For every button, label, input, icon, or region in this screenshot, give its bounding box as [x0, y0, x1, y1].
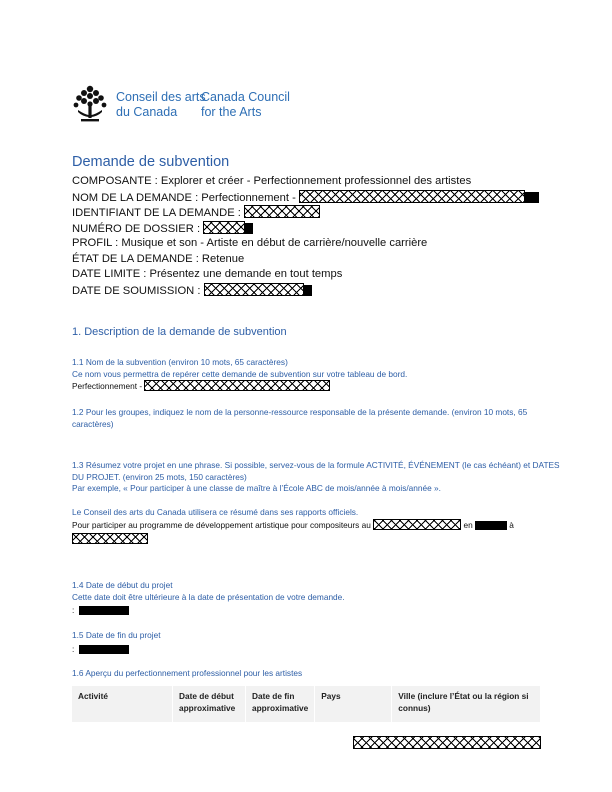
redacted-end-month [72, 533, 148, 544]
q11-answer-line [72, 380, 407, 393]
soumission-line [72, 283, 539, 299]
question-1-5 [72, 630, 161, 655]
question-1-1 [72, 357, 407, 393]
q13-answer-line2 [72, 533, 514, 546]
question-1-2 [72, 407, 527, 430]
redacted-end-date [79, 645, 129, 654]
identifiant-line [72, 205, 539, 221]
logo-en-line1: Canada Council [201, 90, 290, 104]
redacted-block [304, 285, 312, 296]
redacted-block [245, 223, 253, 234]
redacted-name [299, 190, 525, 203]
q13-answer-a: Pour participer au programme de développement artistique pour compositeurs au [72, 519, 374, 530]
section-1-title: 1. Description de la demande de subvention [72, 326, 287, 338]
nom-line [72, 190, 539, 206]
column-header-city: Ville (inclure l’État ou la région si connus) [398, 691, 529, 713]
tree-logo-icon [72, 84, 108, 124]
q15-prefix: : [72, 643, 75, 654]
logo-fr-line1: Conseil des arts [116, 90, 206, 104]
q11-title: 1.1 Nom de la subvention (environ 10 mots, 65 caractères) [72, 357, 288, 367]
redacted-identifier [244, 205, 320, 218]
q13-example: Par exemple, « Pour participer à une classe de maître à l’École ABC de mois/année à mois/année ». [72, 483, 441, 493]
logo-fr-line2: du Canada [116, 105, 178, 119]
question-1-3 [72, 460, 560, 495]
nom-label: NOM DE LA DEMANDE : Perfectionnement - [72, 191, 299, 204]
q13-answer-c: à [507, 519, 514, 530]
redacted-footer-block [353, 736, 541, 749]
q13-line2: DU PROJET. (environ 25 mots, 150 caractères) [72, 471, 247, 482]
dossier-line [72, 221, 539, 237]
question-1-3-answer [72, 507, 514, 546]
q12-line1: 1.2 Pour les groupes, indiquez le nom de la personne-ressource responsable de la présente demande. (environ 10 mots, 65 [72, 407, 528, 417]
q14-title: 1.4 Date de début du projet [72, 580, 173, 590]
application-metadata [72, 174, 539, 298]
redacted-grant-name [144, 380, 330, 391]
column-header-start-date: Date de début approximative [173, 686, 246, 722]
q11-help: Ce nom vous permettra de repérer cette demande de subvention sur votre tableau de bord. [72, 368, 408, 379]
redacted-start-month [475, 521, 507, 530]
q13-answer-b: en [461, 519, 475, 530]
etat-line: ÉTAT DE LA DEMANDE : Retenue [72, 252, 245, 265]
q13-note: Le Conseil des arts du Canada utilisera ce résumé dans ses rapports officiels. [72, 507, 359, 517]
q14-help: Cette date doit être ultérieure à la date de présentation de votre demande. [72, 591, 345, 602]
redacted-footer [353, 736, 541, 749]
logo-text-english [201, 90, 290, 120]
activities-table [72, 686, 540, 722]
redacted-file-number [203, 221, 245, 234]
q14-prefix: : [72, 605, 75, 615]
soumission-label: DATE DE SOUMISSION : [72, 284, 204, 297]
q13-line1: 1.3 Résumez votre projet en une phrase. Si possible, servez-vous de la formule ACTIVITÉ, ÉVÉNEMENT (le cas échéant) et DATES [72, 460, 560, 470]
redacted-block [525, 192, 539, 203]
document-title: Demande de subvention [72, 154, 230, 170]
logo-en-line2: for the Arts [201, 105, 262, 119]
q14-answer-line [72, 605, 345, 617]
canada-council-logo [72, 84, 312, 124]
q15-answer-line [72, 644, 161, 656]
q16-title: 1.6 Aperçu du perfectionnement professionnel pour les artistes [72, 668, 303, 678]
dossier-label: NUMÉRO DE DOSSIER : [72, 222, 204, 235]
identifiant-label: IDENTIFIANT DE LA DEMANDE : [72, 207, 244, 219]
q11-answer: Perfectionnement - [72, 381, 145, 391]
question-1-4 [72, 580, 345, 617]
question-1-6 [72, 668, 302, 680]
redacted-institution [373, 519, 461, 530]
q12-line2: caractères) [72, 418, 114, 429]
logo-text-french [116, 90, 206, 120]
redacted-start-date [79, 606, 129, 615]
q13-answer-line [72, 519, 514, 532]
column-header-country: Pays [315, 686, 392, 722]
composante-line: COMPOSANTE : Explorer et créer - Perfectionnement professionnel des artistes [72, 175, 472, 187]
date-limite-line: DATE LIMITE : Présentez une demande en tout temps [72, 268, 343, 280]
q15-title: 1.5 Date de fin du projet [72, 630, 161, 640]
table-header-row [72, 686, 540, 722]
profil-line: PROFIL : Musique et son - Artiste en début de carrière/nouvelle carrière [72, 237, 428, 249]
redacted-submission-date [204, 283, 304, 296]
column-header-activity: Activité [72, 686, 173, 722]
column-header-end-date: Date de fin approximative [246, 686, 315, 722]
